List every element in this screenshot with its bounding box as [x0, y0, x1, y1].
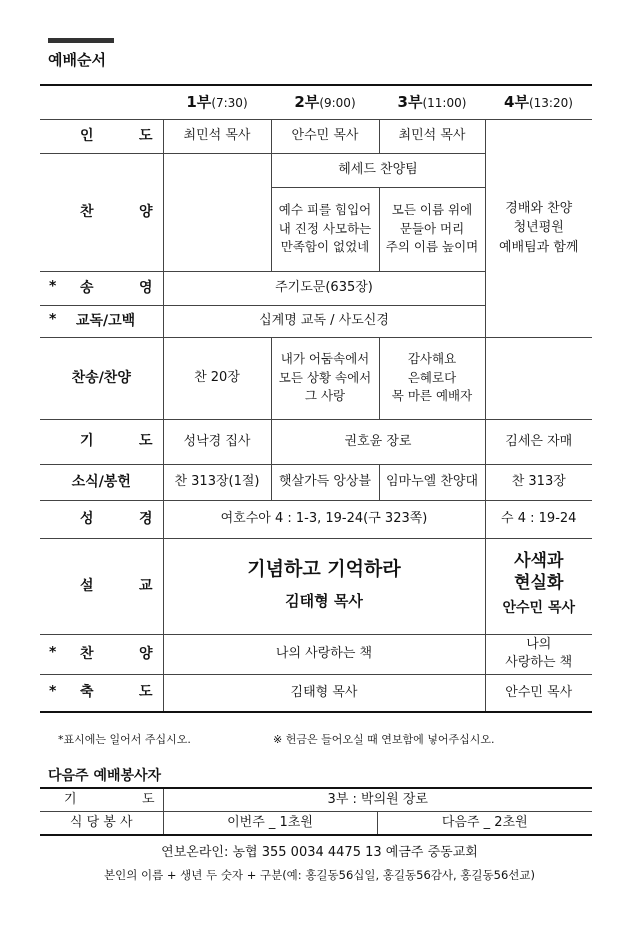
next-week-title: 다음주 예배봉사자 — [48, 768, 162, 784]
prayer-s1: 성낙경 집사 — [163, 419, 271, 464]
header-blank — [40, 85, 163, 119]
label-song: 찬송/찬양 — [40, 337, 163, 419]
note-stand: *표시에는 일어서 주십시오. — [58, 733, 191, 746]
online-giving-note: 본인의 이름 + 생년 두 숫자 + 구분(예: 홍길동56십일, 홍길동56감사, 홍길동56선교) — [104, 868, 535, 882]
next-prayer-label: 기 도 — [40, 788, 163, 812]
closing-hymn-s123: 나의 사랑하는 책 — [163, 634, 485, 674]
hymn-open-text: 주기도문(635장) — [163, 271, 485, 305]
label-hymn-open: * 송 영 — [40, 271, 163, 305]
label-prayer: 기 도 — [40, 419, 163, 464]
label-sermon: 설 교 — [40, 538, 163, 634]
sermon-preacher: 김태형 목사 — [285, 591, 363, 610]
service-1-header: 1부(7:30) — [163, 85, 271, 119]
sermon-title: 기념하고 기억하라 — [247, 558, 401, 581]
offering-s1: 찬 313장(1절) — [163, 464, 271, 500]
sermon-s123 — [163, 538, 485, 634]
offering-s2: 햇살가득 앙상블 — [271, 464, 379, 500]
leader-s1: 최민석 목사 — [163, 119, 271, 153]
leader-s3: 최민석 목사 — [379, 119, 485, 153]
label-leader: 인 도 — [40, 119, 163, 153]
service-header-row — [40, 85, 592, 119]
next-kitchen-label: 식 당 봉 사 — [40, 812, 163, 836]
next-kitchen-this: 이번주 _ 1초원 — [163, 812, 377, 836]
worship-order-table — [40, 84, 592, 713]
note-offering: ※ 헌금은 들어오실 때 연보함에 넣어주십시오. — [273, 733, 495, 746]
service-4-header: 4부(13:20) — [485, 85, 592, 119]
praise-s2: 예수 피를 힘입어 내 진정 사모하는 만족함이 없었네 — [271, 187, 379, 271]
label-offering: 소식/봉헌 — [40, 464, 163, 500]
title-decoration-bar — [48, 38, 114, 43]
scripture-s4: 수 4 : 19-24 — [485, 500, 592, 538]
row-offering — [40, 464, 592, 500]
next-prayer-value: 3부 : 박의원 장로 — [163, 788, 592, 812]
next-week-table — [40, 787, 592, 836]
leader-s2: 안수민 목사 — [271, 119, 379, 153]
row-song — [40, 337, 592, 419]
service-2-header: 2부(9:00) — [271, 85, 379, 119]
online-giving: 연보온라인: 농협 355 0034 4475 13 예금주 중동교회 — [161, 845, 478, 860]
song-s4 — [485, 337, 592, 419]
row-sermon — [40, 538, 592, 634]
song-s2: 내가 어둠속에서 모든 상황 속에서 그 사랑 — [271, 337, 379, 419]
praise-s3: 모든 이름 위에 문들아 머리 주의 이름 높이며 — [379, 187, 485, 271]
next-kitchen-next: 다음주 _ 2초원 — [377, 812, 592, 836]
row-scripture — [40, 500, 592, 538]
next-kitchen-row — [40, 812, 592, 836]
sermon-s4: 사색과 현실화 안수민 목사 — [485, 538, 592, 634]
offering-s3: 임마누엘 찬양대 — [379, 464, 485, 500]
benediction-s123: 김태형 목사 — [163, 674, 485, 712]
row-benediction — [40, 674, 592, 712]
praise-s1 — [163, 153, 271, 271]
label-scripture: 성 경 — [40, 500, 163, 538]
benediction-s4: 안수민 목사 — [485, 674, 592, 712]
confession-text: 십계명 교독 / 사도신경 — [163, 305, 485, 337]
row-leader — [40, 119, 592, 153]
song-s1: 찬 20장 — [163, 337, 271, 419]
scripture-s123: 여호수아 4 : 1-3, 19-24(구 323쪽) — [163, 500, 485, 538]
section-title: 예배순서 — [48, 51, 106, 69]
prayer-s4: 김세은 자매 — [485, 419, 592, 464]
praise-team: 헤세드 찬양팀 — [271, 153, 485, 187]
closing-hymn-s4: 나의 사랑하는 책 — [485, 634, 592, 674]
label-closing-hymn: * 찬 양 — [40, 634, 163, 674]
row-closing-hymn — [40, 634, 592, 674]
song-s3: 감사해요 은혜로다 목 마른 예배자 — [379, 337, 485, 419]
offering-s4: 찬 313장 — [485, 464, 592, 500]
row-prayer — [40, 419, 592, 464]
label-confession: * 교독/고백 — [40, 305, 163, 337]
label-praise: 찬 양 — [40, 153, 163, 271]
next-prayer-row — [40, 788, 592, 812]
service-3-header: 3부(11:00) — [379, 85, 485, 119]
praise-s4: 경배와 찬양 청년평원 예배팀과 함께 — [485, 119, 592, 337]
label-benediction: * 축 도 — [40, 674, 163, 712]
prayer-s23: 권호윤 장로 — [271, 419, 485, 464]
